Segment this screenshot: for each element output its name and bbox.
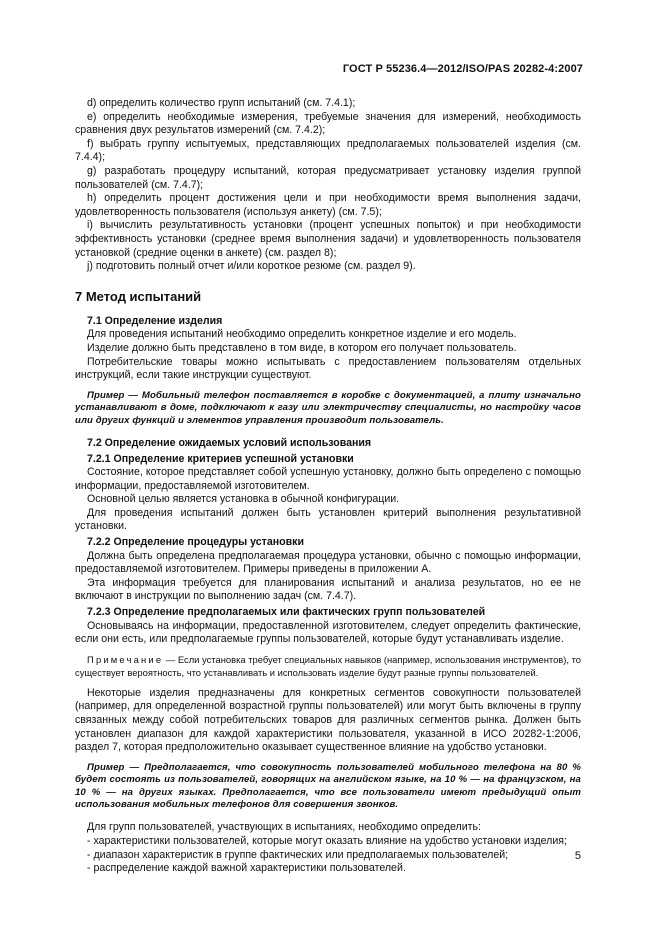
section-7-title: 7 Метод испытаний	[75, 288, 202, 304]
note-label: Примечание	[87, 653, 164, 665]
document-body	[75, 97, 581, 876]
paragraph: Основной целью является установка в обычной конфигурации.	[87, 493, 400, 506]
paragraph: Должна быть определена предполагаемая процедура установки, обычно с помощью информации, предоставляемой изготовителем. Примеры приведены в приложении А.	[75, 549, 581, 576]
note	[75, 653, 581, 679]
list-item-e: e) определить необходимые измерения, требуемые значения для измерений, необходимость сравнения двух результатов измерений (см. 7.4.2);	[75, 110, 581, 137]
section-7-2-3-title: 7.2.3 Определение предполагаемых или фактических групп пользователей	[87, 606, 486, 619]
paragraph: Для групп пользователей, участвующих в испытаниях, необходимо определить:	[87, 821, 481, 834]
bullet-item: - характеристики пользователей, которые могут оказать влияние на удобство установки изделия;	[87, 835, 567, 847]
section-7-1-title: 7.1 Определение изделия	[87, 314, 223, 327]
page-number: 5	[574, 850, 581, 862]
paragraph: Изделие должно быть представлено в том виде, в котором его получает пользователь.	[87, 341, 517, 354]
list-item-i: i) вычислить результативность установки (процент успешных попыток) и при необходимости эффективность установки (среднее время выполнения задачи) и удовлетворенность пользователя установкой (средние оценки в анкете) (см. раздел 8);	[75, 219, 581, 259]
list-item-j: j) подготовить полный отчет и/или короткое резюме (см. раздел 9).	[87, 260, 416, 273]
note-text: — Если установка требует специальных навыков (например, использования инструментов), то существует вероятность, что устанавливать и использовать изделие будут разные группы пользователей.	[75, 653, 581, 678]
list-item-h: h) определить процент достижения цели и при необходимости время выполнения задачи, удовлетворенность пользователя (используя анкету) (см. 7.5);	[75, 192, 581, 218]
paragraph: Для проведения испытаний необходимо определить конкретное изделие и его модель.	[87, 328, 517, 341]
bullet-item: - диапазон характеристик в группе фактических или предполагаемых пользователей;	[87, 848, 509, 861]
paragraph: Некоторые изделия предназначены для конкретных сегментов совокупности пользователей (например, для определенной возрастной группы пользователей) или могут быть включены в группу связанных между собой потребительских товаров для различных сегментов рынка. Должен быть установлен диапазон для каждой характеристики пользователя, указанной в ИСО 20282-1:2006, раздел 7, которая предположительно оказывает существенное влияние на удобство установки.	[75, 686, 581, 754]
paragraph: Основываясь на информации, предоставленной изготовителем, следует определить фактические, если они есть, или предполагаемые группы пользователей, которые будут устанавливать изделие.	[75, 619, 581, 646]
section-7-2-title: 7.2 Определение ожидаемых условий использования	[87, 436, 372, 449]
section-7-2-1-title: 7.2.1 Определение критериев успешной установки	[87, 452, 354, 465]
list-item-d: d) определить количество групп испытаний (см. 7.4.1);	[87, 97, 356, 109]
document-header: ГОСТ Р 55236.4—2012/ISO/PAS 20282-4:2007	[342, 63, 583, 75]
list-item-f: f) выбрать группу испытуемых, представляющих предполагаемых пользователей изделия (см. 7.4.4);	[75, 137, 581, 164]
paragraph: Эта информация требуется для планирования испытаний и анализа результатов, но ее не включают в инструкции по выполнению задач (см. 7.4.7).	[75, 576, 581, 603]
paragraph: Потребительские товары можно испытывать с предоставлением пользователям отдельных инструкций, если такие инструкции существуют.	[75, 355, 581, 382]
example-2: Пример — Предполагается, что совокупность пользователей мобильного телефона на 80 % будет состоять из пользователей, говорящих на английском языке, на 10 % — на французском, на 10 % — на других языках. Предполагается, что все пользователи имеют предыдущий опыт использования мобильных телефонов для совершения звонков.	[75, 761, 581, 810]
bullet-item: - распределение каждой важной характеристики пользователей.	[87, 862, 406, 875]
section-7-2-2-title: 7.2.2 Определение процедуры установки	[87, 536, 304, 549]
paragraph: Для проведения испытаний должен быть установлен критерий выполнения результативной установки.	[75, 506, 581, 533]
example-1: Пример — Мобильный телефон поставляется в коробке с документацией, а плиту изначально устанавливают в доме, подключают к газу или электричеству специалисты, но настройку часов или других функций и элементов управления производит пользователь.	[75, 389, 581, 426]
paragraph: Состояние, которое представляет собой успешную установку, должно быть определено с помощью информации, предоставляемой изготовителем.	[75, 466, 581, 492]
list-item-g: g) разработать процедуру испытаний, которая предусматривает установку изделия группой пользователей (см. 7.4.7);	[75, 164, 581, 191]
